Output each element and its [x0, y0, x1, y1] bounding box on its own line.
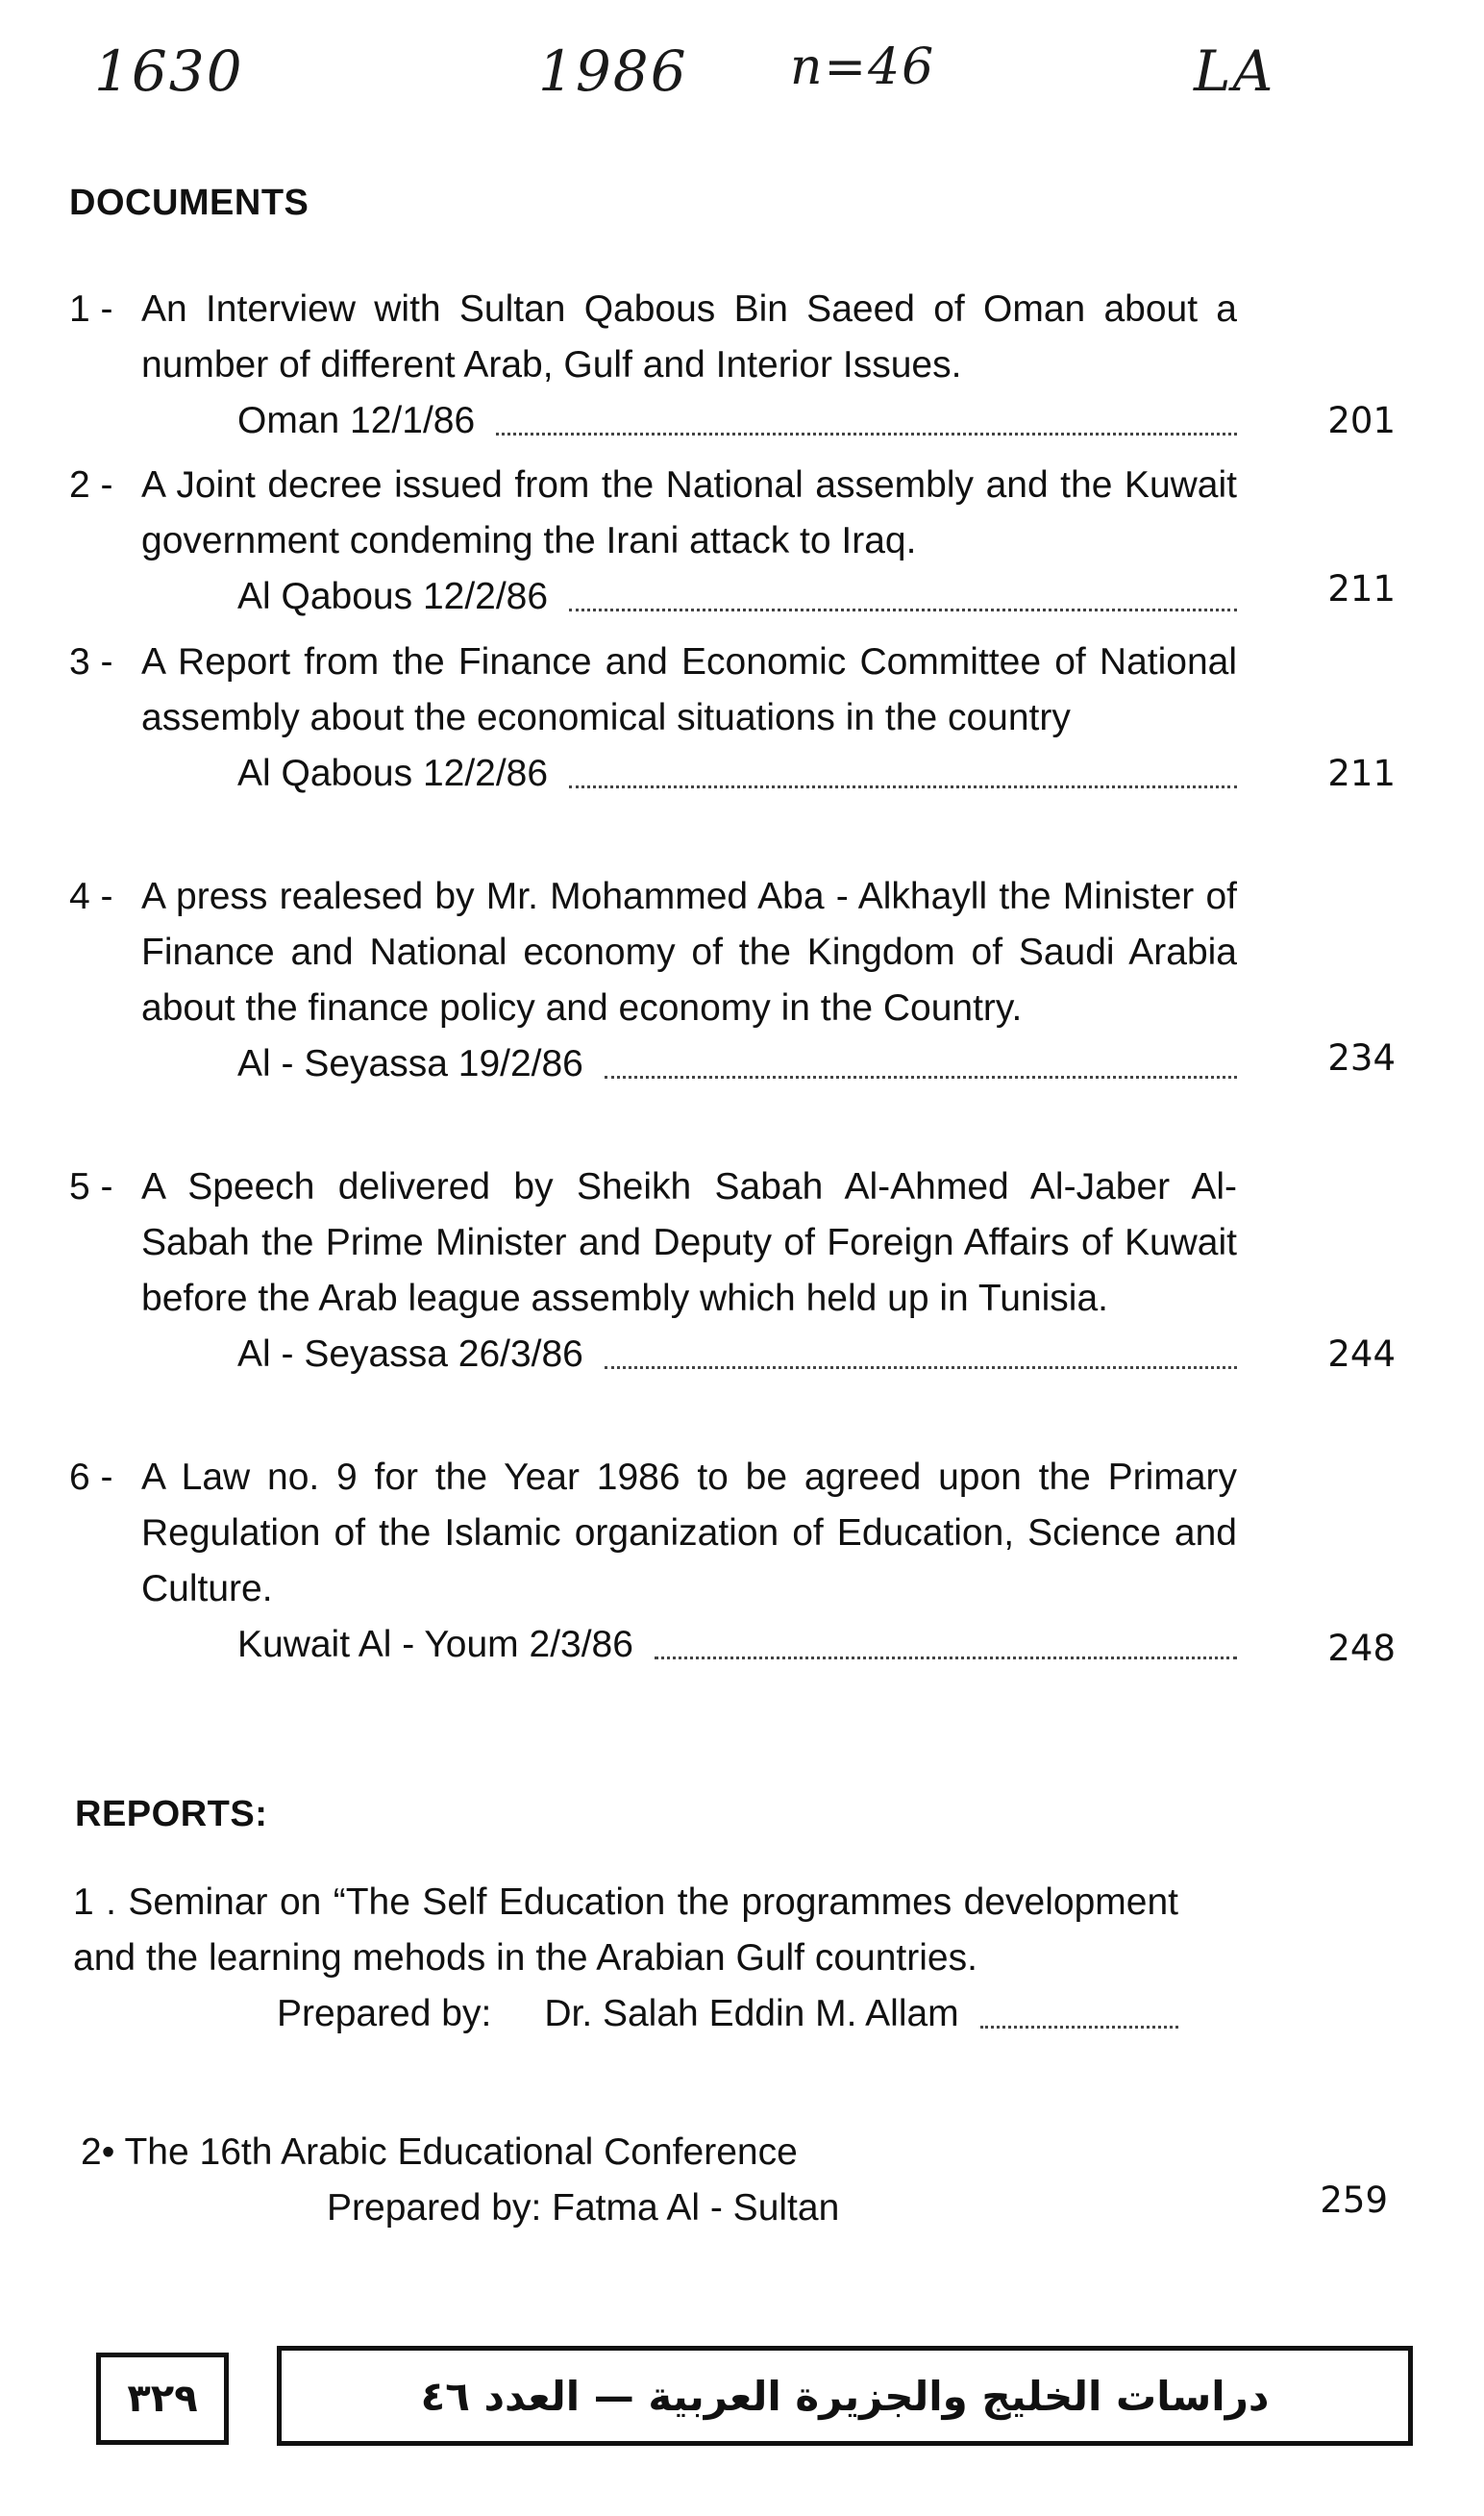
document-entry-3 [69, 635, 1396, 802]
report-text: 1 . Seminar on “The Self Education the programmes development and the learning mehods in the Arabian Gulf countries. [73, 1881, 1178, 1979]
entry-number: 6 - [69, 1457, 113, 1498]
document-entry-6 [69, 1450, 1396, 1673]
dot-leader [496, 432, 1237, 436]
entry-page: 201 [1327, 400, 1396, 441]
entry-page: 248 [1327, 1628, 1396, 1669]
entry-page: 234 [1327, 1037, 1396, 1079]
reports-heading: REPORTS: [75, 1794, 268, 1834]
document-entry-5 [69, 1159, 1396, 1383]
dot-leader [980, 2025, 1178, 2029]
entry-number: 3 - [69, 641, 113, 683]
entry-text: A press realesed by Mr. Mohammed Aba - Alkhayll the Minister of Finance and National economy of the Kingdom of Saudi Arabia about the finance policy and economy in the Country. [141, 876, 1237, 1029]
dot-leader [569, 785, 1237, 788]
handwritten-note-4: LA [1194, 38, 1275, 104]
entry-number: 1 - [69, 288, 113, 330]
dot-leader [605, 1365, 1237, 1369]
report-author: Dr. Salah Eddin M. Allam [544, 1993, 959, 2034]
report-prepared-by: Prepared by: Fatma Al - Sultan [327, 2187, 840, 2229]
entry-text: An Interview with Sultan Qabous Bin Saeed of Oman about a number of different Arab, Gulf and Interior Issues. [141, 288, 1237, 386]
document-entry-1 [69, 282, 1396, 449]
handwritten-note-1: 1630 [94, 38, 244, 104]
dot-leader [655, 1656, 1237, 1659]
report-title: 2• The 16th Arabic Educational Conference [81, 2131, 798, 2173]
entry-source: Al Qabous 12/2/86 [237, 576, 549, 617]
entry-number: 5 - [69, 1166, 113, 1208]
entry-source: Kuwait Al - Youm 2/3/86 [237, 1624, 633, 1665]
report-entry-1 [73, 1875, 1178, 2042]
document-entry-4 [69, 869, 1396, 1092]
documents-heading: DOCUMENTS [69, 183, 309, 223]
document-entry-2 [69, 458, 1396, 625]
entry-text: A Speech delivered by Sheikh Sabah Al-Ahmed Al-Jaber Al-Sabah the Prime Minister and Deputy of Foreign Affairs of Kuwait before the Arab league assembly which held up in Tunisia. [141, 1166, 1237, 1319]
handwritten-note-2: 1986 [538, 38, 688, 104]
entry-text: A Law no. 9 for the Year 1986 to be agreed upon the Primary Regulation of the Islamic organization of Education, Science and Culture. [141, 1457, 1237, 1609]
entry-source: Al - Seyassa 26/3/86 [237, 1333, 583, 1375]
entry-source: Oman 12/1/86 [237, 400, 476, 441]
report-page: 259 [1320, 2180, 1388, 2221]
dot-leader [569, 608, 1237, 611]
entry-source: Al - Seyassa 19/2/86 [237, 1043, 583, 1084]
entry-number: 4 - [69, 876, 113, 917]
entry-text: A Report from the Finance and Economic Committee of National assembly about the economical situations in the country [141, 641, 1237, 738]
entry-text: A Joint decree issued from the National assembly and the Kuwait government condeming the Irani attack to Iraq. [141, 464, 1237, 561]
footer-page-number: ٣٢٩ [96, 2353, 229, 2445]
entry-page: 244 [1327, 1333, 1396, 1375]
prepared-by-label: Prepared by: [277, 1993, 492, 2034]
entry-page: 211 [1327, 568, 1396, 610]
entry-number: 2 - [69, 464, 113, 506]
dot-leader [605, 1075, 1237, 1079]
handwritten-note-3: n=46 [790, 38, 936, 96]
entry-source: Al Qabous 12/2/86 [237, 753, 549, 794]
entry-page: 211 [1327, 753, 1396, 794]
footer-journal-title: دراسات الخليج والجزيرة العربية — العدد ٤٦ [277, 2346, 1413, 2446]
report-entry-2 [81, 2125, 1407, 2236]
